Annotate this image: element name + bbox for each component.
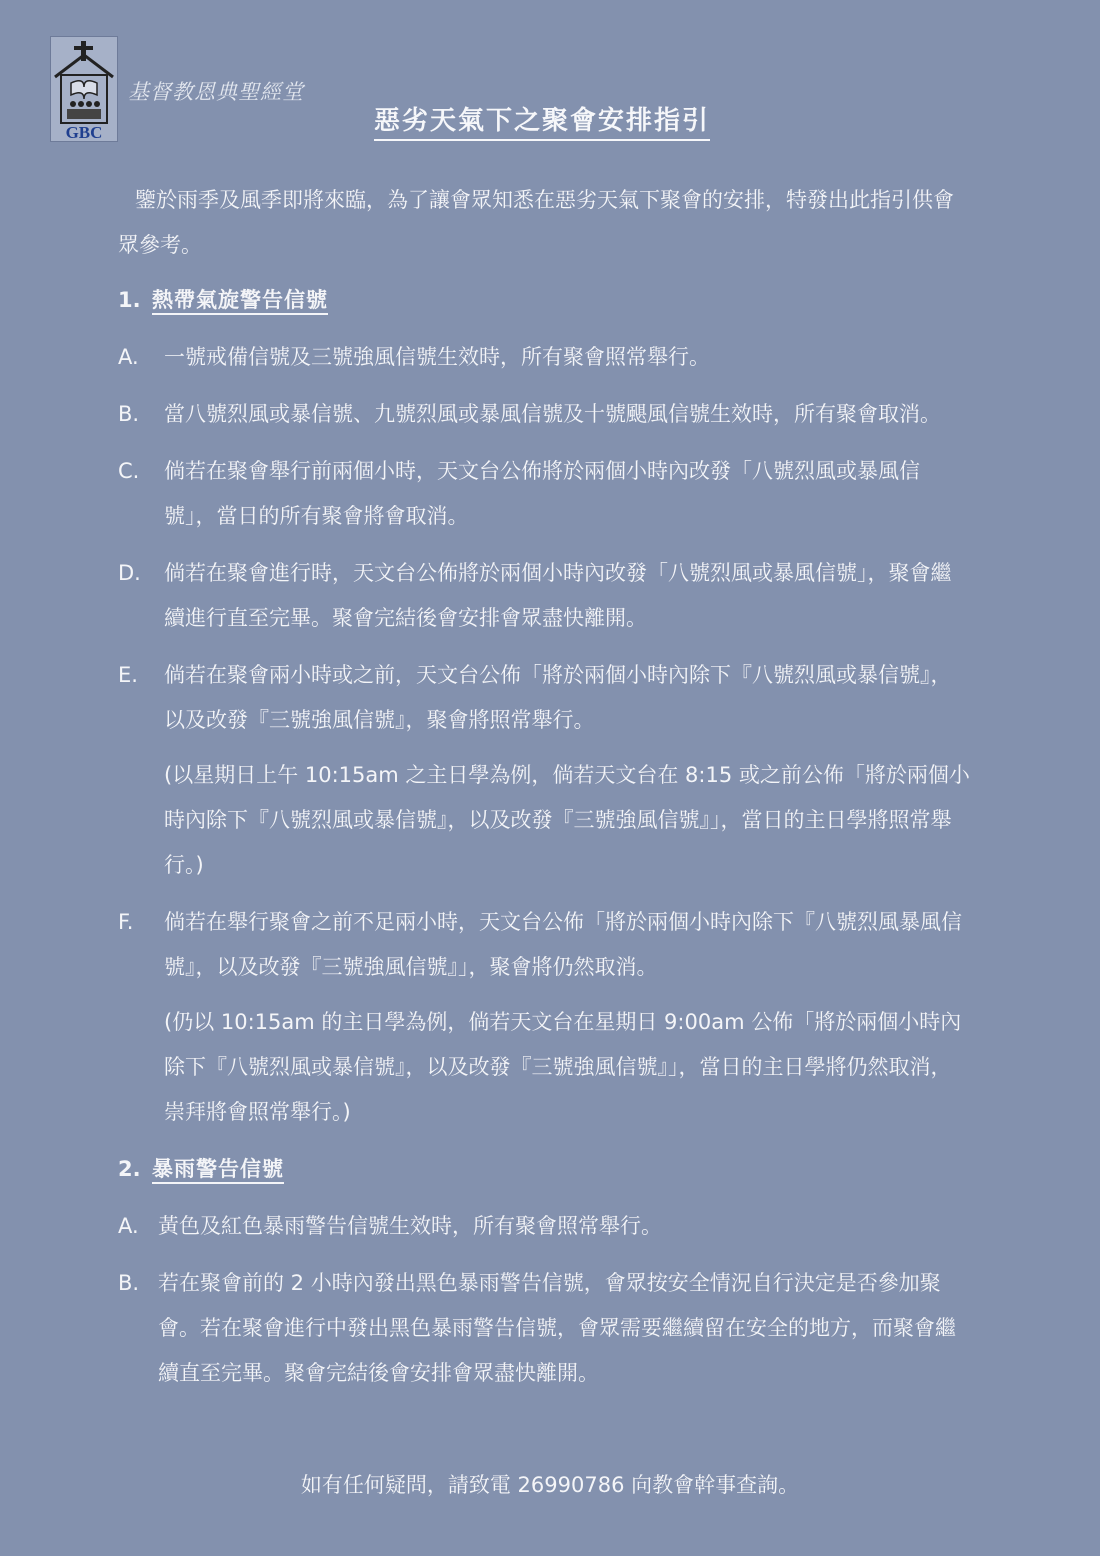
item-text: 倘若在聚會進行時，天文台公佈將於兩個小時內改發「八號烈風或暴風信號」，聚會繼續進行直至完畢。聚會完結後會安排會眾盡快離開。 (164, 561, 952, 630)
item-text: 黃色及紅色暴雨警告信號生效時，所有聚會照常舉行。 (158, 1214, 662, 1238)
item-example-note: (仍以 10:15am 的主日學為例，倘若天文台在星期日 9:00am 公佈「將於兩個小時內除下『八號烈風或暴信號』，以及改發『三號強風信號』」，當日的主日學將仍然取消，崇拜將會照常舉行。) (164, 1010, 962, 1124)
item-marker: D. (118, 561, 141, 585)
section-number: 2. (118, 1157, 141, 1181)
item-marker: E. (118, 663, 138, 687)
logo-text: GBC (65, 123, 103, 141)
section-rainstorm (118, 1147, 970, 1396)
contact-footer: 如有任何疑問，請致電 26990786 向教會幹事查詢。 (300, 1473, 800, 1497)
section-title: 暴雨警告信號 (152, 1157, 284, 1181)
item-example-note: (以星期日上午 10:15am 之主日學為例，倘若天文台在 8:15 或之前公佈「將於兩個小時內除下『八號烈風或暴信號』，以及改發『三號強風信號』」，當日的主日學將照常舉行。) (164, 763, 970, 877)
church-name: 基督教恩典聖經堂 (128, 80, 304, 104)
list-item (118, 392, 970, 437)
item-marker: B. (118, 1271, 140, 1295)
item-text: 一號戒備信號及三號強風信號生效時，所有聚會照常舉行。 (164, 345, 710, 369)
section-heading (118, 1147, 970, 1192)
list-item (118, 551, 970, 641)
item-marker: C. (118, 459, 140, 483)
section-title: 熱帶氣旋警告信號 (152, 288, 328, 312)
intro-paragraph: 鑒於雨季及風季即將來臨，為了讓會眾知悉在惡劣天氣下聚會的安排，特發出此指引供會眾參考。 (118, 188, 954, 257)
church-house-icon (51, 37, 117, 141)
item-marker: B. (118, 402, 140, 426)
item-marker: A. (118, 1214, 139, 1238)
item-text: 倘若在聚會兩小時或之前，天文台公佈「將於兩個小時內除下『八號烈風或暴信號』，以及改發『三號強風信號』，聚會將照常舉行。 (164, 663, 952, 732)
section-number: 1. (118, 288, 141, 312)
list-item (118, 335, 970, 380)
item-text: 倘若在舉行聚會之前不足兩小時，天文台公佈「將於兩個小時內除下『八號烈風暴風信號』，以及改發『三號強風信號』」，聚會將仍然取消。 (164, 910, 962, 979)
list-item (118, 1261, 970, 1396)
item-text: 若在聚會前的 2 小時內發出黑色暴雨警告信號，會眾按安全情況自行決定是否參加聚會。若在聚會進行中發出黑色暴雨警告信號，會眾需要繼續留在安全的地方，而聚會繼續直至完畢。聚會完結後會安排會眾盡快離開。 (158, 1271, 956, 1385)
section-typhoon (118, 278, 970, 1135)
list-item (118, 449, 970, 539)
item-marker: F. (118, 910, 134, 934)
item-text: 倘若在聚會舉行前兩個小時，天文台公佈將於兩個小時內改發「八號烈風或暴風信號」，當日的所有聚會將會取消。 (164, 459, 920, 528)
document-body (118, 178, 970, 1408)
page-title: 惡劣天氣下之聚會安排指引 (374, 100, 710, 141)
item-marker: A. (118, 345, 139, 369)
list-item (118, 1204, 970, 1249)
list-item (118, 900, 970, 990)
section-heading (118, 278, 970, 323)
item-text: 當八號烈風或暴信號、九號烈風或暴風信號及十號颶風信號生效時，所有聚會取消。 (164, 402, 941, 426)
list-item (118, 653, 970, 743)
church-logo (50, 36, 118, 142)
